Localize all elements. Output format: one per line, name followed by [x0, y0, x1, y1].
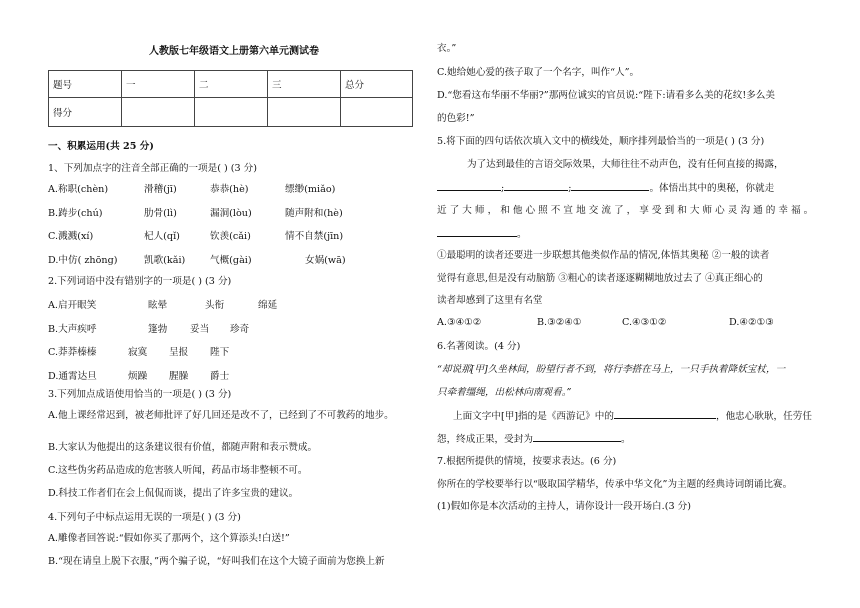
score-header-cell: 总分 [341, 71, 413, 98]
question-6-line: 上面文字中[甲]指的是《西游记》中的 ，他忠心耿耿，任劳任 [453, 411, 812, 422]
score-cell[interactable] [122, 98, 195, 127]
question-3-option-a: A.他上课经常迟到，被老师批评了好几回还是改不了，已经到了不可教药的地步。 [48, 410, 394, 421]
question-3-option-d: D.科技工作者们在会上侃侃而谈，提出了许多宝贵的建议。 [48, 488, 299, 499]
score-header-cell: 一 [122, 71, 195, 98]
question-7-task: (1)假如你是本次活动的主持人，请你设计一段开场白.(3 分) [437, 501, 691, 512]
question-5-sentence-options: 觉得有意思,但是没有动脑筋 ③粗心的读者逐逐糊糊地放过去了 ④真正细心的 [437, 273, 763, 284]
question-6-quote: “却说那[甲]久坐林间，盼望行者不到，将行李搭在马上，一只手执着降妖宝杖，一 [437, 364, 786, 375]
score-table [48, 70, 413, 127]
score-table-score-row [49, 98, 413, 127]
question-4-option-d-cont: 的色彩!” [437, 113, 475, 124]
choice[interactable]: B.③②④① [537, 317, 582, 328]
score-cell[interactable] [268, 98, 341, 127]
question-3-option-b: B.大家认为他提出的这条建议很有价值，都随声附和表示赞成。 [48, 442, 318, 453]
question-5-passage-line: 为了达到最佳的言语交际效果，大师往往不动声色，没有任何直接的揭露， [467, 159, 784, 170]
page-title: 人教版七年级语文上册第六单元测试卷 [149, 46, 319, 57]
answer-blank[interactable] [437, 227, 517, 237]
answer-blank[interactable] [504, 181, 568, 191]
question-4-option-b: B.“现在请皇上脱下衣服，”两个骗子说，“好叫我们在这个大镜子面前为您换上新 [48, 556, 385, 567]
question-6-quote: 只牵着缰绳，出松林向南观看。” [437, 387, 572, 398]
question-4-option-d: D.“您看这布华丽不华丽?”那两位诚实的官员说:“陛下:请看多么美的花纹!多么美 [437, 90, 775, 101]
question-5-sentence-options: ①最聪明的读者还要进一步联想其他类似作品的情况,体悟其奥秘 ②一般的读者 [437, 250, 770, 261]
question-5-blank-line: ; ; 。体悟出其中的奥秘，你就走 [437, 181, 774, 195]
question-7-context: 你所在的学校要举行以“吸取国学精华，传承中华文化”为主题的经典诗词朗诵比赛。 [437, 479, 793, 490]
question-3-option-c: C.这些伪劣药品造成的危害骇人听闻，药品市场非整顿不可。 [48, 465, 308, 476]
question-4-option-a: A.雕像者回答说:“假如你买了那两个，这个算添头!白送!” [48, 533, 290, 544]
choice[interactable]: A.③④①② [437, 317, 482, 328]
question-5-sentence-options: 读者却感到了这里有名堂 [437, 295, 543, 306]
question-4-stem: 4.下列句子中标点运用无误的一项是( ) (3 分) [48, 512, 241, 523]
question-6-line: 怨，终成正果，受封为 。 [437, 434, 631, 445]
score-table-header-row [49, 71, 413, 98]
choice[interactable]: C.④③①② [622, 317, 667, 328]
score-cell[interactable] [195, 98, 268, 127]
question-3-stem: 3.下列加点成语使用恰当的一项是( ) (3 分) [48, 389, 232, 400]
section-heading: 一、积累运用(共 25 分) [48, 141, 154, 152]
answer-blank[interactable] [571, 181, 649, 191]
question-4-option-b-cont: 衣。” [437, 43, 457, 54]
answer-blank[interactable] [533, 432, 621, 442]
score-header-cell: 二 [195, 71, 268, 98]
choice[interactable]: D.④②①③ [729, 317, 774, 328]
question-5-blank-line: 。 [437, 227, 527, 241]
score-header-cell: 三 [268, 71, 341, 98]
question-6-stem: 6.名著阅读。(4 分) [437, 341, 521, 352]
score-cell[interactable] [341, 98, 413, 127]
score-header-cell: 题号 [49, 71, 122, 98]
question-5-passage-line: 近 了 大 师 ， 和 他 心 照 不 宣 地 交 流 了 ， 享 受 到 和 大 师 心 灵 沟 通 的 幸 福 。 [437, 205, 814, 216]
question-5-stem: 5.将下面的四句话依次填入文中的横线处，顺序排列最恰当的一项是( ) (3 分) [437, 136, 765, 147]
question-7-stem: 7.根据所提供的情境，按要求表达。(6 分) [437, 456, 617, 467]
score-row-label: 得分 [49, 98, 122, 127]
question-2-stem: 2.下列词语中没有错别字的一项是( ) (3 分) [48, 276, 232, 287]
question-1-stem: 1、下列加点字的注音全部正确的一项是( ) (3 分) [48, 163, 258, 174]
answer-blank[interactable] [614, 409, 716, 419]
answer-blank[interactable] [437, 181, 501, 191]
question-4-option-c: C.她给她心爱的孩子取了一个名字，叫作“人”。 [437, 67, 640, 78]
